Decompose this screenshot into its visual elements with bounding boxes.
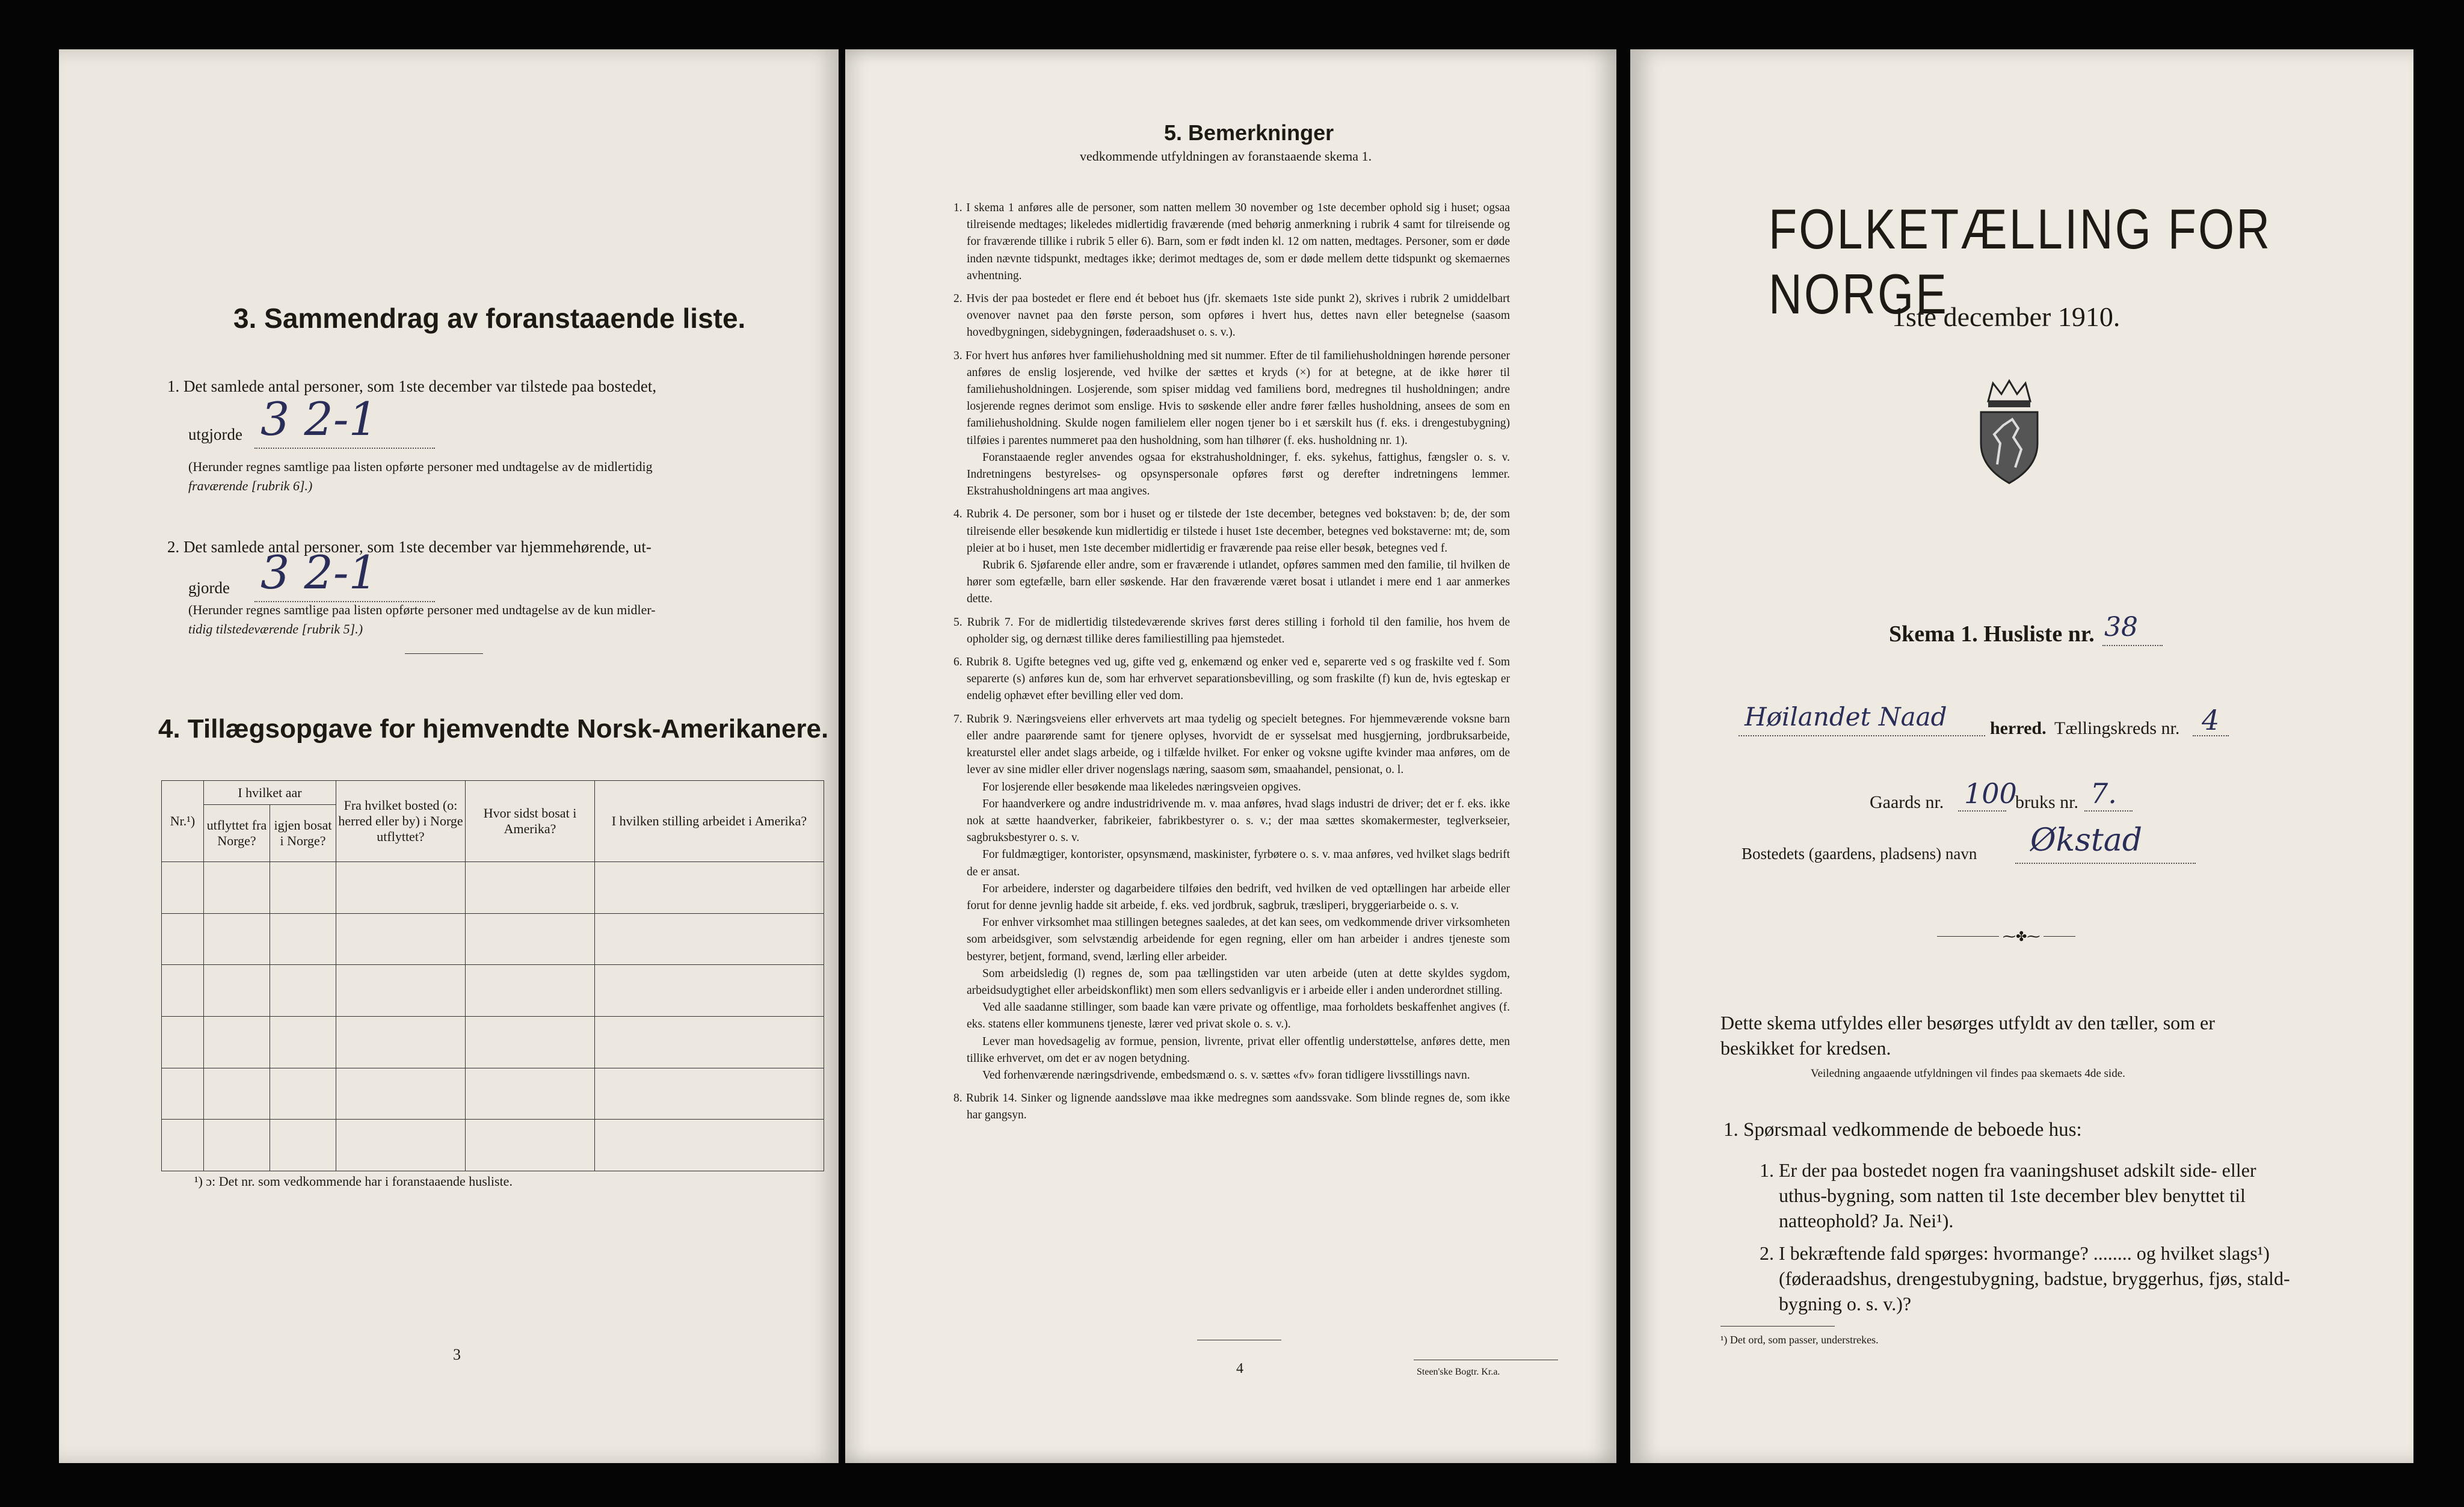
- question2: [1760, 1240, 2290, 1316]
- q1-note2: fraværende [rubrik 6].): [188, 478, 313, 493]
- remark-paragraph: 2. Hvis der paa bostedet er flere end ét beboet hus (jfr. skemaets 1ste side punkt 2), skrives i rubrik 2 umiddelbart ovenover navnet paa den første person, som opføres i hvert hus, dettes navn eller betegnelse (saasom hovedbygningen, sidebygningen, føderaadshuset o. s. v.).: [953, 292, 1510, 339]
- bruks-value: 7.: [2090, 777, 2117, 810]
- remark-paragraph: For enhver virksomhet maa stillingen betegnes saaledes, at det kan sees, om vedkommende driver virksomheten som arbeidsgiver, som selvstændig arbeidende for egen regning, eller om han arbeider i andres tjeneste som bestyrer, betjent, formand, svend, lærling eller arbeider.: [967, 916, 1510, 963]
- kreds-label: Tællingskreds nr.: [2054, 718, 2180, 738]
- q1-prefix: utgjorde: [188, 425, 242, 443]
- q1-line: 1. Det samlede antal personer, som 1ste december var tilstede paa bostedet,: [167, 377, 657, 395]
- schema-label: Skema 1. Husliste nr.: [1889, 621, 2095, 647]
- middle-page-number: 4: [1236, 1361, 1243, 1376]
- gaards-value: 100: [1964, 777, 2017, 810]
- table-row: [162, 913, 824, 965]
- col-last-residence: Hvor sidst bosat i Amerika?: [466, 781, 595, 862]
- intro-line1: Dette skema utfyldes eller besørges utfyldt av den tæller, som er: [1720, 1012, 2215, 1034]
- left-page: [59, 49, 839, 1463]
- q2-value: 3 2-1: [260, 546, 378, 599]
- col-emigrated: utflyttet fra Norge?: [204, 805, 270, 862]
- q2-line: 2. Det samlede antal personer, som 1ste december var hjemmehørende, ut-: [167, 538, 651, 556]
- remark-paragraph: 8. Rubrik 14. Sinker og lignende aandssløve maa ikke medregnes som aandssvake. Som blinde regnes de, som ikke har gangsyn.: [953, 1092, 1510, 1122]
- printer-mark: Steen'ske Bogtr. Kr.a.: [1417, 1367, 1500, 1377]
- q2-prefix: gjorde: [188, 579, 230, 597]
- table-row: [162, 1016, 824, 1068]
- bosted-value: Økstad: [2030, 822, 2143, 858]
- right-footnote: ¹) Det ord, som passer, understrekes.: [1720, 1334, 1879, 1346]
- table-row: [162, 965, 824, 1017]
- remarks-list: [953, 194, 1510, 1124]
- gaards-label: Gaards nr.: [1870, 792, 1944, 812]
- remark-paragraph: Ved forhenværende næringsdrivende, embedsmænd o. s. v. sættes «fv» foran tidligere livsstillings navn.: [982, 1068, 1470, 1082]
- col-year-group: I hvilket aar: [204, 781, 336, 805]
- remarks-subtitle: vedkommende utfyldningen av foranstaaende skema 1.: [1080, 149, 1372, 164]
- census-title: FOLKETÆLLING FOR NORGE: [1769, 197, 2272, 325]
- bosted-label: Bostedets (gaardens, pladsens) navn: [1742, 845, 1977, 863]
- remark-paragraph: Rubrik 6. Sjøfarende eller andre, som er fraværende i utlandet, opføres sammen med den familie, til hvilken de hører som egtefælle, barn eller søskende. Har den fraværende været bosat i utlandet i mere end 1 aar anmerkes dette.: [967, 559, 1510, 606]
- remark-paragraph: Ved alle saadanne stillinger, som baade kan være private og offentlige, maa forholdets beskaffenhet angives (f. eks. statens eller kommunens tjeneste, lærer ved privat skole o. s. v.).: [967, 1001, 1510, 1031]
- guidance-text: Veiledning angaaende utfyldningen vil findes paa skemaets 4de side.: [1811, 1067, 2125, 1080]
- table-row: [162, 1068, 824, 1120]
- left-footnote: ¹) ɔ: Det nr. som vedkommende har i foranstaaende husliste.: [194, 1174, 513, 1189]
- section1-title: 1. Spørsmaal vedkommende de beboede hus:: [1723, 1119, 2082, 1141]
- question1-line: 1. Er der paa bostedet nogen fra vaaningshuset adskilt side- eller: [1760, 1159, 2256, 1181]
- ornament-icon: ⁓✤⁓: [1999, 929, 2044, 945]
- question2-line: bygning o. s. v.)?: [1779, 1293, 1912, 1314]
- right-page: [1630, 49, 2413, 1463]
- bruks-label: bruks nr.: [2015, 792, 2078, 812]
- herred-value: Høilandet Naad: [1745, 702, 1947, 732]
- middle-page: [845, 49, 1616, 1463]
- remark-paragraph: Lever man hovedsagelig av formue, pension, livrente, privat eller offentlig understøttelse, anføres dette, men tillike erhvervet, om det er av nogen betydning.: [967, 1035, 1510, 1065]
- schema-value: 38: [2104, 612, 2138, 643]
- col-nr: Nr.¹): [162, 781, 204, 862]
- question1: [1760, 1157, 2256, 1233]
- q1-note1: (Herunder regnes samtlige paa listen opførte personer med undtagelse av de midlertidig: [188, 459, 653, 474]
- remark-paragraph: For losjerende eller besøkende maa likeledes næringsveien opgives.: [982, 780, 1301, 794]
- question1-line: natteophold? Ja. Nei¹).: [1779, 1210, 1954, 1231]
- remarks-title: 5. Bemerkninger: [1164, 120, 1334, 145]
- left-page-number: 3: [453, 1346, 461, 1363]
- col-occupation: I hvilken stilling arbeidet i Amerika?: [595, 781, 824, 862]
- question2-line: (føderaadshus, drengestubygning, badstue, bryggerhus, fjøs, stald-: [1779, 1268, 2290, 1289]
- summary-title: 3. Sammendrag av foranstaaende liste.: [233, 303, 746, 334]
- col-resettled: igjen bosat i Norge?: [270, 805, 336, 862]
- question1-line: uthus-bygning, som natten til 1ste december blev benyttet til: [1779, 1185, 2246, 1206]
- remark-paragraph: For haandverkere og andre industridrivende m. v. maa anføres, hvad slags industri de driver; det er f. eks. ikke nok at sætte haandverker, fabrikeier, fabrikbestyrer o. s. v.; der maa sættes skomakermester, teglverkseier, sagbruksbestyrer o. s. v.: [967, 797, 1510, 845]
- q2-note2: tidig tilstedeværende [rubrik 5].): [188, 621, 363, 636]
- remark-paragraph: 4. Rubrik 4. De personer, som bor i huset og er tilstede der 1ste december, betegnes ved bokstaven: b; de, der som tilreisende eller besøkende kun midlertidig er tilstede i huset 1ste december, betegnes ved bokstaverne: mt; de, som pleier at bo i huset, men 1ste december midlertidig er fraværende paa reise eller besøk, betegnes ved f.: [953, 508, 1510, 555]
- q2-note1: (Herunder regnes samtlige paa listen opførte personer med undtagelse av de kun midler-: [188, 602, 656, 617]
- herred-label: herred.: [1990, 718, 2047, 738]
- remark-paragraph: 5. Rubrik 7. For de midlertidig tilstedeværende skrives først deres stilling i forhold til den familie, hos hvem de opholder sig, og dernæst tillike deres familiestilling paa hjemstedet.: [953, 615, 1510, 646]
- intro-line2: beskikket for kredsen.: [1720, 1037, 1891, 1059]
- census-date: 1ste december 1910.: [1892, 301, 2121, 332]
- remark-paragraph: 7. Rubrik 9. Næringsveiens eller erhvervets art maa tydelig og specielt betegnes. For hjemmeværende voksne barn eller andre paarørende samt for tjenere oplyses, hvorvidt de er sysselsat med husgjerning, jordbruksarbeide, kreaturstel eller andet slags arbeide, og i tilfælde hvilket. For enker og voksne ugifte kvinder maa anføres, om de lever av sine midler eller driver nogenslags næring, saasom søm, smaahandel, pensionat, o. l.: [953, 712, 1510, 777]
- remark-paragraph: 1. I skema 1 anføres alle de personer, som natten mellem 30 november og 1ste december ophold sig i huset; ogsaa tilreisende medtages; likeledes midlertidig fraværende (med behørig anmerkning i rubrik 4 samt for tilreisende og for fraværende tillike i rubrik 5 eller 6). Barn, som er født inden kl. 12 om natten, medtages. Personer, som er døde inden nævnte tidspunkt, medtages ikke; derimot medtages de, som er døde mellem dette tidspunkt og skemaernes avhentning.: [953, 202, 1510, 282]
- table-row: [162, 1120, 824, 1171]
- remark-paragraph: For arbeidere, inderster og dagarbeidere tilføies den bedrift, ved hvilken de ved optællingen har arbeide eller forut for denne jevnlig hadde sit arbeide, f. eks. ved jordbruk, sagbruk, træsliperi, bryggeriarbeide o. s. v.: [967, 882, 1510, 912]
- remark-paragraph: 3. For hvert hus anføres hver familiehusholdning med sit nummer. Efter de til familiehusholdningen hørende personer anføres de enslig losjerende, ved hvilke der sættes et kryds (×) for at betegne, at de ikke hører til familiehusholdningen. Losjerende, som spiser middag ved familiens bord, medregnes til husholdningen; andre losjerende regnes derimot som enslige. Hvis to søskende eller andre fører fælles husholdning, ansees de som en familiehusholdning. Skulde nogen familielem eller nogen tjener bo i et særskilt hus (f. eks. i drengestubygning) tilføies i parentes nummeret paa den husholdning, som han tilhører (f. eks. husholdning nr. 1).: [953, 349, 1510, 447]
- q1-value: 3 2-1: [260, 392, 378, 446]
- coat-of-arms-icon: [1970, 377, 2048, 485]
- emigrant-table: [161, 780, 824, 1171]
- remark-paragraph: 6. Rubrik 8. Ugifte betegnes ved ug, gifte ved g, enkemænd og enker ved e, separerte ved s og fraskilte ved f. Som separerte (s) anføres kun de, som har erhvervet separationsbevilling, og som fraskilte (f) kun de, hvis egteskap er endelig ophævet efter bevilling eller ved dom.: [953, 656, 1510, 703]
- remark-paragraph: Som arbeidsledig (l) regnes de, som paa tællingstiden var uten arbeide (uten at dette skyldes sygdom, arbeidsudygtighet eller arbeidskonflikt) men som ellers sedvanligvis er i arbeide eller i anden underordnet stilling.: [967, 967, 1510, 997]
- question2-line: 2. I bekræftende fald spørges: hvormange? ........ og hvilket slags¹): [1760, 1242, 2270, 1264]
- remark-paragraph: Foranstaaende regler anvendes ogsaa for ekstrahusholdninger, f. eks. sykehus, fattighus, fængsler o. s. v. Indretningens bestyrelses- og opsynspersonale opføres først og derefter indretningens lemmer. Ekstrahusholdningens art maa angives.: [967, 451, 1510, 498]
- col-from-where: Fra hvilket bosted (o: herred eller by) i Norge utflyttet?: [336, 781, 466, 862]
- supplement-title: 4. Tillægsopgave for hjemvendte Norsk-Amerikanere.: [158, 714, 829, 744]
- kreds-value: 4: [2202, 704, 2220, 736]
- remark-paragraph: For fuldmægtiger, kontorister, opsynsmænd, maskinister, fyrbøtere o. s. v. maa anføres, ved hvilket slags bedrift de er ansat.: [967, 848, 1510, 878]
- table-row: [162, 862, 824, 914]
